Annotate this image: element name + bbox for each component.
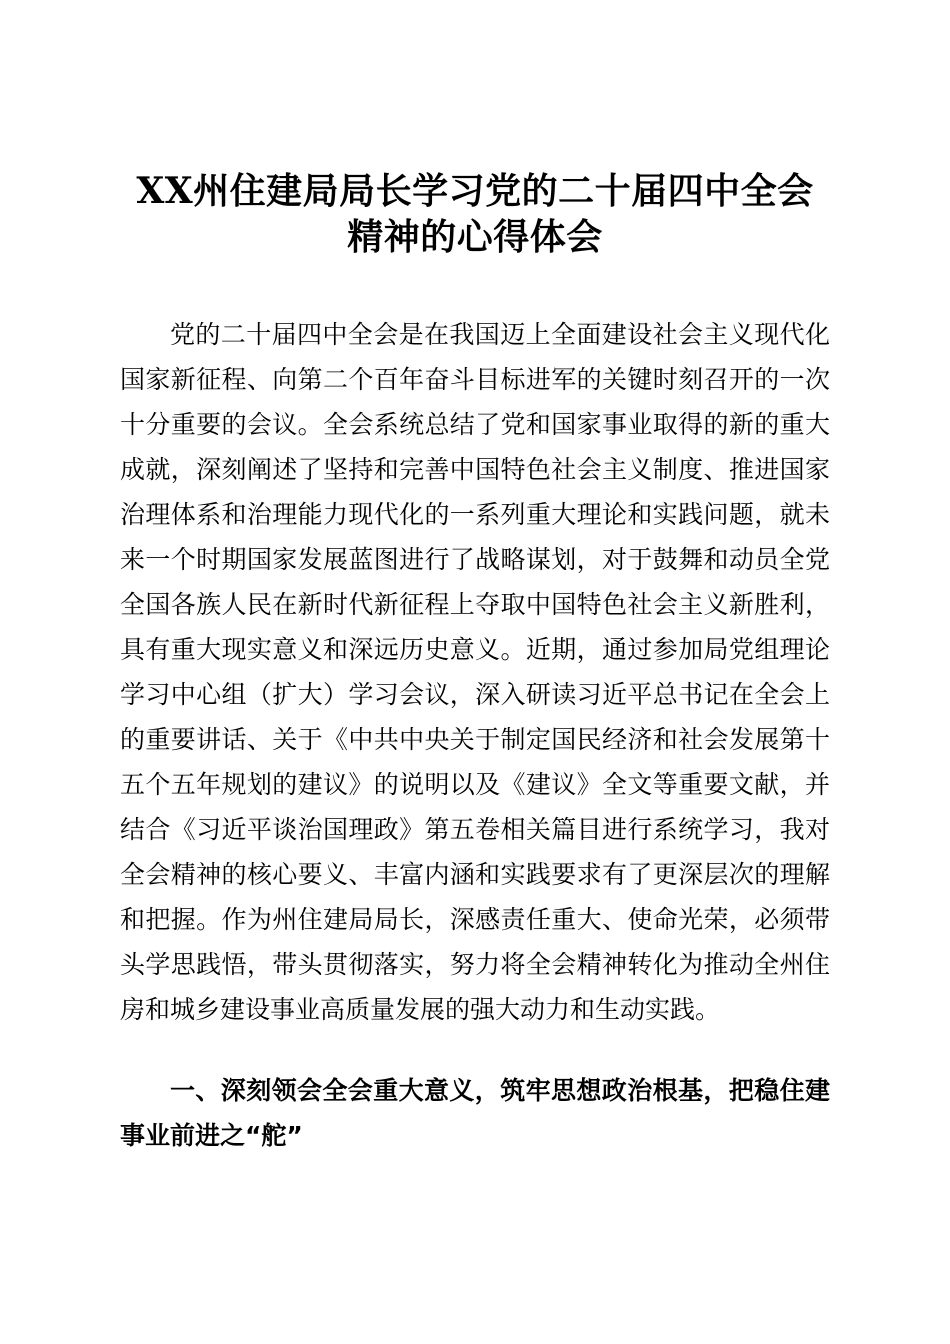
document-title: XX州住建局局长学习党的二十届四中全会精神的心得体会 xyxy=(136,170,814,258)
section-heading-1: 一、深刻领会全会重大意义，筑牢思想政治根基，把稳住建事业前进之“舵” xyxy=(120,1076,830,1150)
intro-paragraph: 党的二十届四中全会是在我国迈上全面建设社会主义现代化国家新征程、向第二个百年奋斗目标进军的关键时刻召开的一次十分重要的会议。全会系统总结了党和国家事业取得的新的重大成就，深刻阐述了坚持和完善中国特色社会主义制度、推进国家治理体系和治理能力现代化的一系列重大理论和实践问题，就未来一个时期国家发展蓝图进行了战略谋划，对于鼓舞和动员全党全国各族人民在新时代新征程上夺取中国特色社会主义新胜利，具有重大现实意义和深远历史意义。近期，通过参加局党组理论学习中心组（扩大）学习会议，深入研读习近平总书记在全会上的重要讲话、关于《中共中央关于制定国民经济和社会发展第十五个五年规划的建议》的说明以及《建议》全文等重要文献，并结合《习近平谈治国理政》第五卷相关篇目进行系统学习，我对全会精神的核心要义、丰富内涵和实践要求有了更深层次的理解和把握。作为州住建局局长，深感责任重大、使命光荣，必须带头学思践悟，带头贯彻落实，努力将全会精神转化为推动全州住房和城乡建设事业高质量发展的强大动力和生动实践。 xyxy=(120,320,830,1024)
